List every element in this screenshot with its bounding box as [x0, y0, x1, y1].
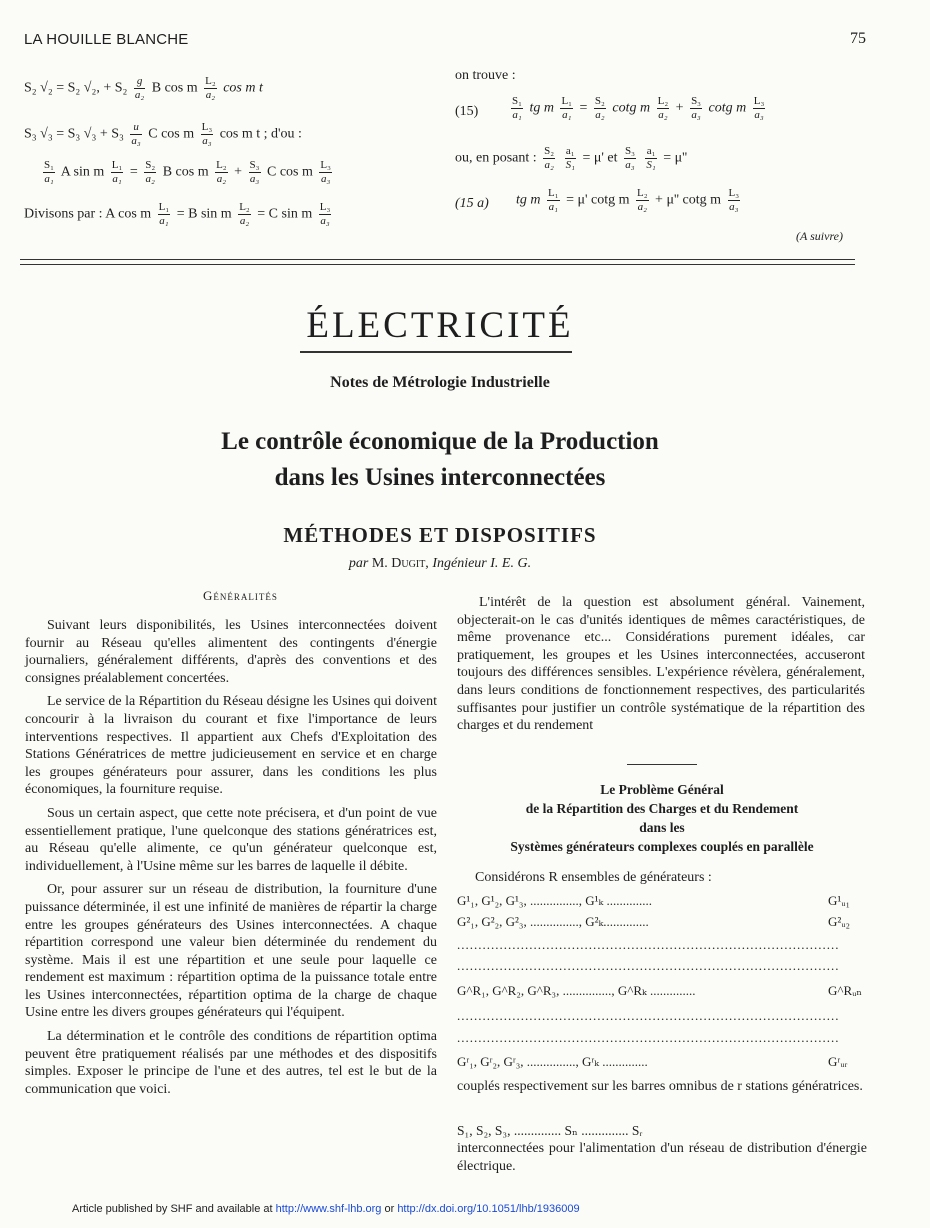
short-divider: [627, 764, 697, 765]
footer-or: or: [384, 1203, 395, 1215]
ellipsis-row: ..........................................................................................: [457, 1008, 840, 1023]
ellipsis-row: ..........................................................................................: [457, 958, 840, 973]
paragraph: Or, pour assurer sur un réseau de distribution, la fourniture d'une puissance déterminée, il est une infinité de manières de répartir la charge entre les groupes générateurs des Usines interconnectées. A chaque répartition correspond une valeur bien déterminée du rendement du système. Mais il est une répartition et une seule pour laquelle ce rendement est maximum : répartition optima de la puissance totale entre les Usines interconnectées, répartition optima de la charge de chaque Usine entre les divers groupes générateurs qui l'équipent.: [25, 882, 437, 1021]
section-title-underline: [300, 351, 572, 353]
stations-row: S₁, S₂, S₃, .............. Sₙ .............. Sᵣ: [457, 1123, 643, 1138]
generator-row: G¹₁, G¹₂, G¹₃, ..............., G¹ₖ ..............: [457, 893, 652, 908]
generator-row-last: Gʳᵤᵣ: [828, 1054, 848, 1069]
series-title: Notes de Métrologie Industrielle: [330, 374, 550, 391]
paragraph: L'intérêt de la question est absolument général. Vainement, objecterait-on le cas d'unités identiques de mêmes caractéristiques, de même provenance etc... Considérations purement idéales, car pratiquement, les groupes et les Usines interconnectées, accuseront toujours des différences sensibles. L'expérience révèlera, généralement, dans leurs conditions de fonctionnement respectives, des particularités suffisantes pour justifier un contrôle systématique de la répartition des charges et du rendement: [457, 595, 865, 734]
subheading-line: de la Répartition des Charges et du Rendement: [525, 801, 799, 816]
paragraph: Sous un certain aspect, que cette note précisera, et d'un point de vue essentiellement pratique, l'une quelconque des stations génératrices est, au Réseau qu'elle alimente, ce qu'un générateur quelconque est, individuellement, à l'Usine même sur les barres de laquelle il débite.: [25, 805, 437, 874]
article-title: [130, 424, 750, 496]
footer-notice: [72, 1203, 580, 1215]
equation-15: $\frac{\text{S₁}}{\text{a₁}}$ tg m $\frac{\text{L₁}}{\text{a₁}}$ = $\frac{\text{S₂}}{\text{a₂}}$ cotg m $\frac{\text{L₂}}{\text{a₂}}$ + $\frac{\text{S₃}}{\text{a₃}}$ cotg m $\frac{\text{L₃}}{\text{a₃}}$: [512, 95, 765, 121]
separator-rule-lower: [20, 264, 855, 265]
paragraph: La détermination et le contrôle des conditions de répartition optima peuvent être pratiquement réalisés par une méthodes et des dispositifs simples. Exposer le principe de l'une et des autres, tel est le but de la communication que voici.: [25, 1029, 437, 1097]
generator-row: G²₁, G²₂, G²₃, ..............., G²ₖ..............: [457, 914, 649, 929]
posant-line: ou, en posant : $\frac{\text{S₂}}{\text{a₂}}$ $\frac{\text{a₁}}{\text{S₁}}$ = μ' et $\frac{\text{S₃}}{\text{a₃}}$ $\frac{\text{a₁}}{\text{S₁}}$ = μ'': [455, 145, 688, 171]
equation-2: S₃ √₃ = S₃ √₃ + S₃ $\frac{u}{\text{a₃}}$ C cos m $\frac{\text{L₃}}{\text{a₃}}$ cos m t ; d'ou :: [24, 121, 302, 147]
separator-rule-upper: [20, 259, 855, 260]
article-title-line-1: Le contrôle économique de la Production: [221, 428, 659, 455]
subheading-line: Le Problème Général: [600, 782, 724, 797]
couples-text: [457, 1078, 867, 1102]
subheading-line: dans les: [639, 820, 685, 835]
ellipsis-row: ..........................................................................................: [457, 937, 840, 952]
subheading-line: Systèmes générateurs complexes couplés en parallèle: [510, 839, 814, 854]
section-title: ÉLECTRICITÉ: [306, 305, 574, 346]
journal-name: LA HOUILLE BLANCHE: [24, 31, 189, 48]
generator-row-last: G²ᵤ₂: [828, 914, 851, 929]
on-trouve: on trouve :: [455, 68, 516, 83]
equation-3: $\frac{\text{S₁}}{\text{a₁}}$ A sin m $\frac{\text{L₁}}{\text{a₁}}$ = $\frac{\text{S₂}}{\text{a₂}}$ B cos m $\frac{\text{L₂}}{\text{a₂}}$ + $\frac{\text{S₃}}{\text{a₃}}$ C cos m $\frac{\text{L₃}}{\text{a₃}}$: [44, 159, 331, 185]
left-column-heading: Généralités: [203, 588, 278, 603]
paragraph: interconnectées pour l'alimentation d'un réseau de distribution d'énergie électrique.: [457, 1141, 867, 1174]
equation-15a-label: (15 a): [455, 196, 489, 211]
equation-1: S₂ √₂ = S₂ √₂, + S₂ $\frac{g}{\text{a₂}}$ B cos m $\frac{\text{L₂}}{\text{a₂}}$ cos m t: [24, 75, 263, 101]
generator-row: G^R₁, G^R₂, G^R₃, ..............., G^Rₖ ..............: [457, 983, 696, 998]
right-column-subheading: [448, 780, 876, 856]
article-subtitle: MÉTHODES ET DISPOSITIFS: [283, 523, 597, 547]
footer-link-doi[interactable]: http://dx.doi.org/10.1051/lhb/1936009: [397, 1203, 580, 1215]
generator-row-last: G^Rᵤₙ: [828, 983, 863, 998]
equation-4: Divisons par : A cos m $\frac{\text{L₁}}{\text{a₁}}$ = B sin m $\frac{\text{L₂}}{\text{a₂}}$ = C sin m $\frac{\text{L₃}}{\text{a₃}}$: [24, 201, 331, 227]
author-prefix: par: [348, 556, 369, 571]
equation-15a: tg m $\frac{\text{L₁}}{\text{a₁}}$ = μ' cotg m $\frac{\text{L₂}}{\text{a₂}}$ + μ'' cotg m $\frac{\text{L₃}}{\text{a₃}}$: [516, 187, 740, 213]
ellipsis-row: ..........................................................................................: [457, 1030, 840, 1045]
considerons-line: Considérons R ensembles de générateurs :: [475, 870, 712, 885]
generator-row: Gʳ₁, Gʳ₂, Gʳ₃, ..............., Gʳₖ ..............: [457, 1054, 648, 1069]
paragraph: Le service de la Répartition du Réseau désigne les Usines qui doivent concourir à la livraison du courant et fixe l'importance de leurs interventions respectives. Il appartient aux Chefs d'Exploitation des Stations Génératrices de mettre judicieusement en service et en charge les groupes générateurs pour assurer, dans les conditions les plus économiques, la fourniture requise.: [25, 694, 437, 798]
a-suivre: (A suivre): [796, 229, 843, 243]
generator-row-last: G¹ᵤ₁: [828, 893, 851, 908]
equation-15-label: (15): [455, 104, 479, 119]
left-column-body: [25, 617, 437, 1104]
article-title-line-2: dans les Usines interconnectées: [274, 464, 606, 491]
author-title: Ingénieur I. E. G.: [432, 556, 532, 571]
paragraph: couplés respectivement sur les barres omnibus de r stations génératrices.: [457, 1079, 863, 1094]
author-name: M. Dugit,: [371, 556, 429, 571]
footer-prefix: Article published by SHF and available at: [72, 1203, 273, 1215]
interconnect-text: [457, 1140, 867, 1181]
footer-link-shf[interactable]: http://www.shf-lhb.org: [275, 1203, 382, 1215]
page-number: 75: [850, 30, 866, 47]
right-column-body: [457, 594, 865, 741]
paragraph: Suivant leurs disponibilités, les Usines interconnectées doivent fournir au Réseau qu'elles alimentent des contingents d'énergie journaliers, généralement différents, d'après des conventions et des consignes préalablement concertées.: [25, 618, 437, 686]
author-line: [230, 556, 650, 572]
